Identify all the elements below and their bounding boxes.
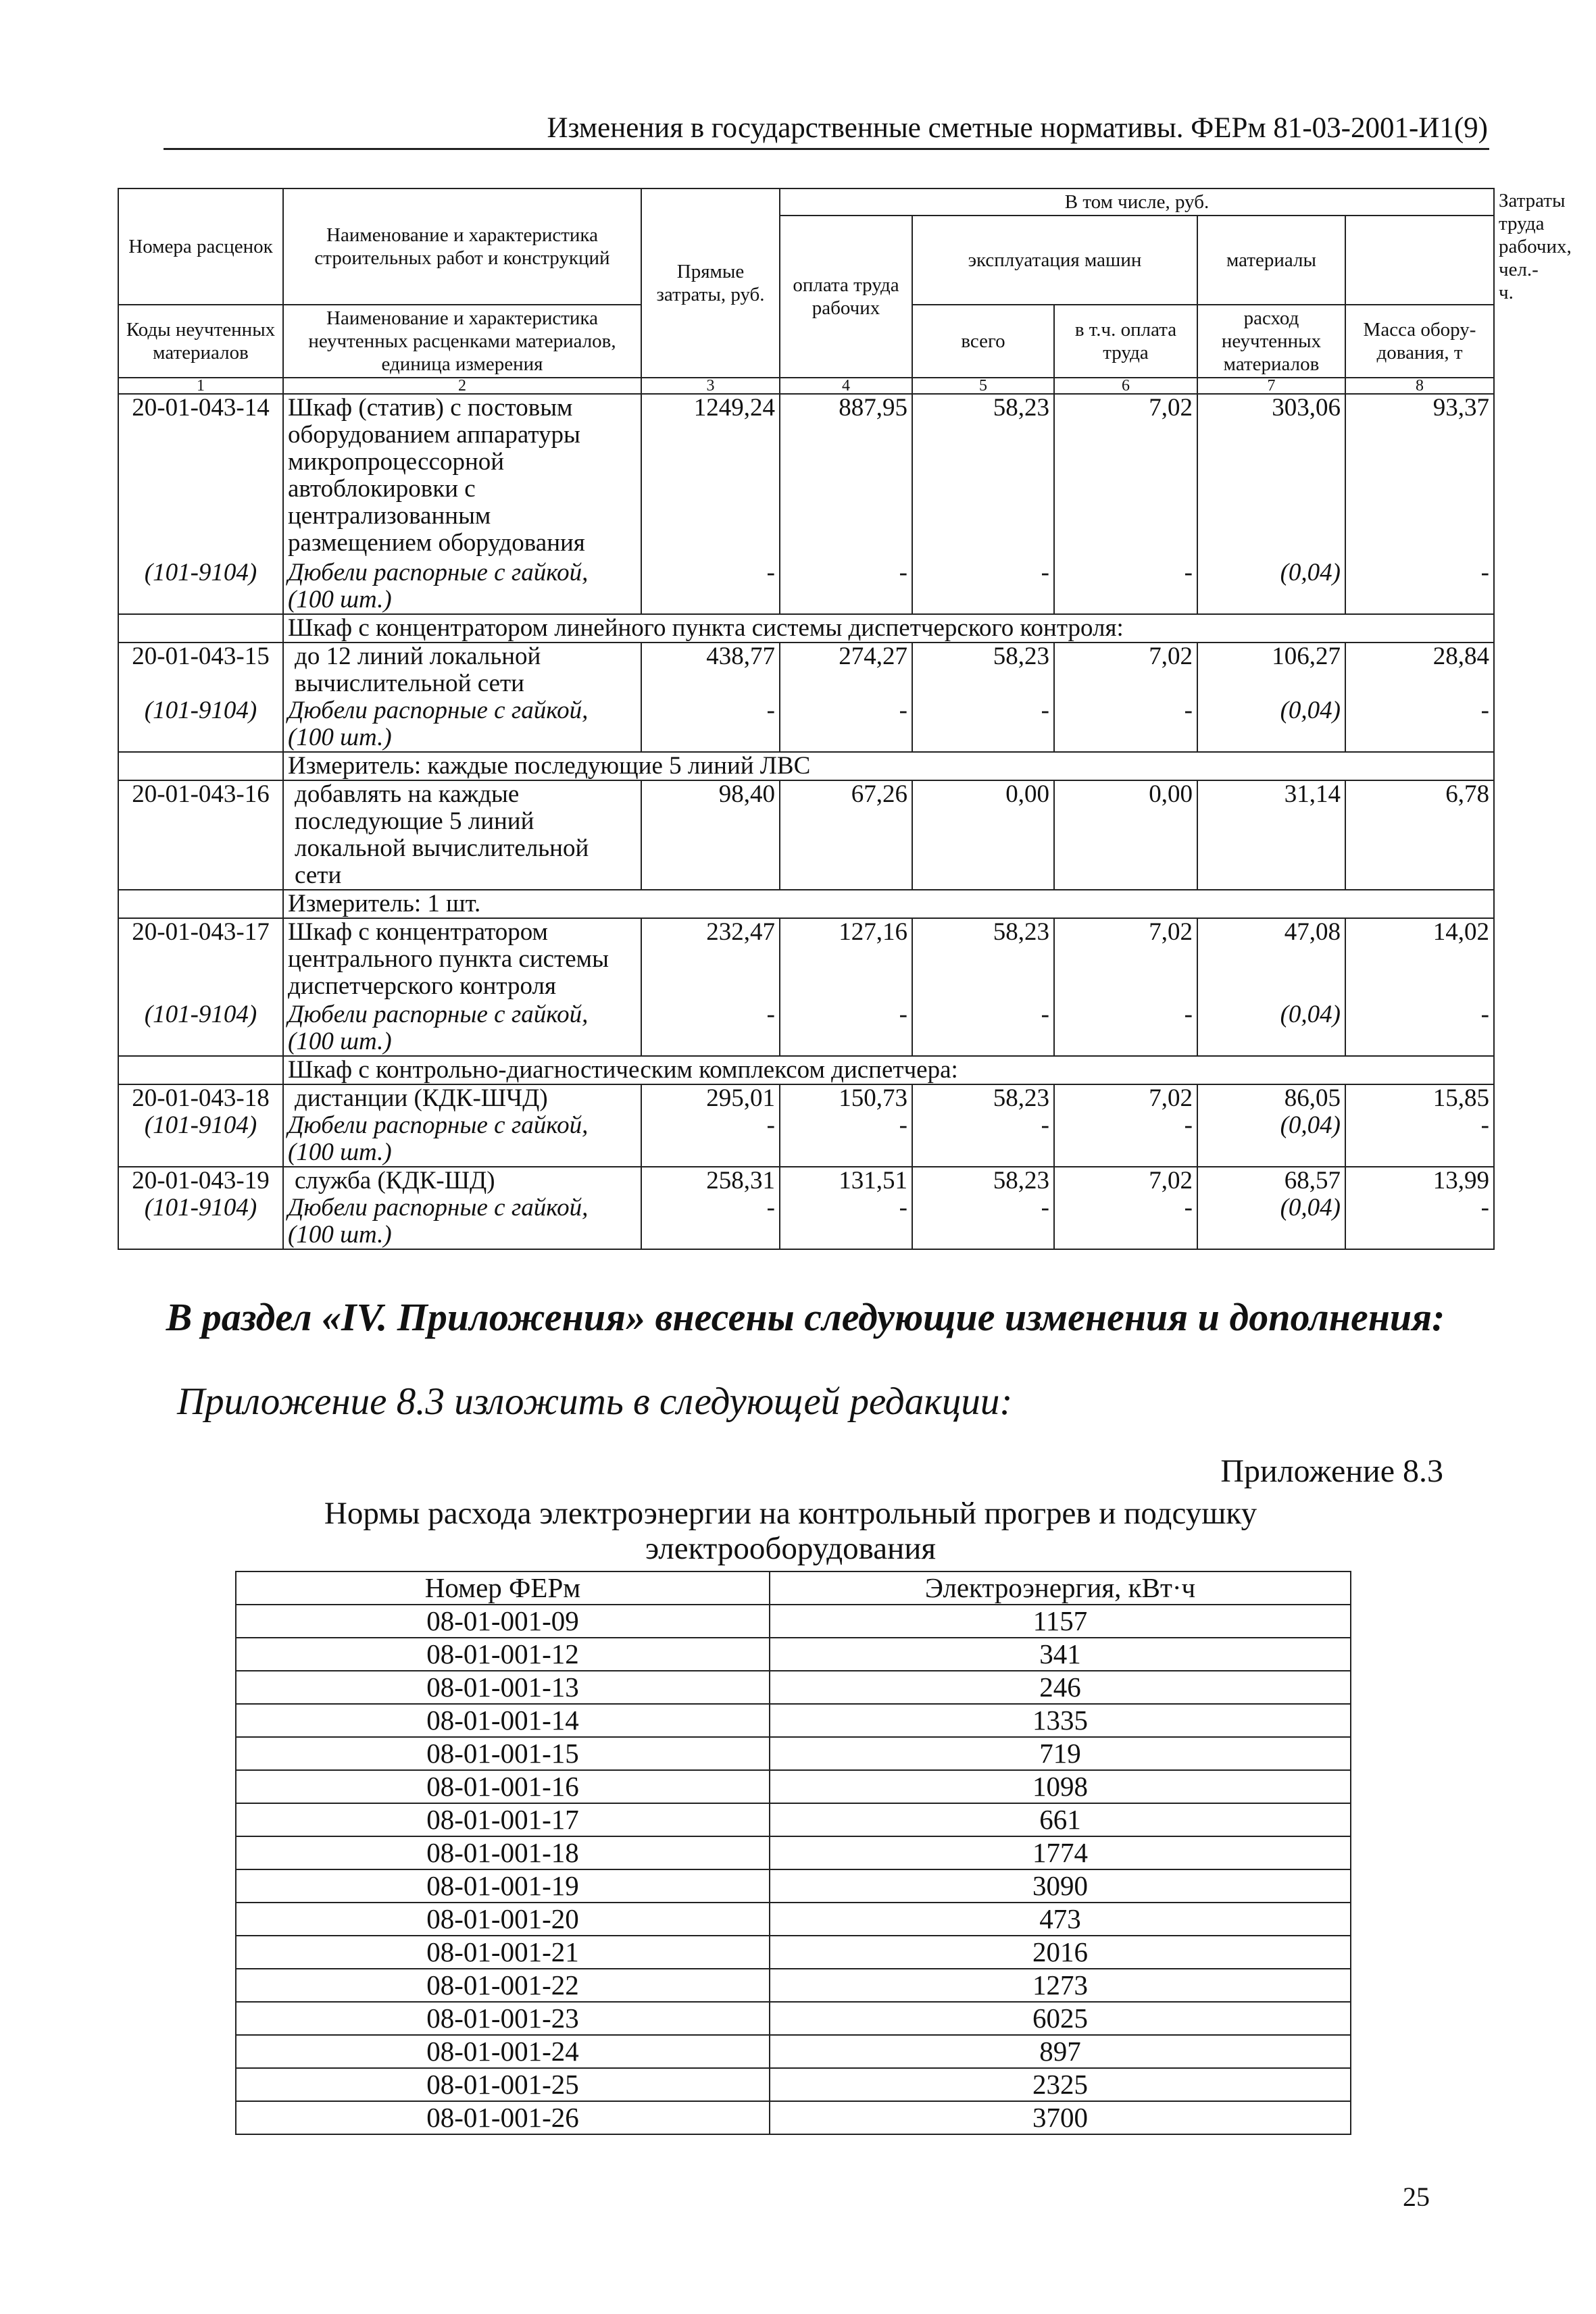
materials: (0,04)	[1197, 697, 1345, 752]
machines-labor: -	[1054, 1112, 1197, 1167]
materials: 106,27	[1197, 643, 1345, 697]
header-direct-costs: Прямые затраты, руб.	[641, 188, 780, 378]
header-equipment-mass: Масса обору-дования, т	[1345, 305, 1494, 378]
table-row	[118, 1084, 1494, 1112]
col-number: 4	[780, 378, 912, 394]
labor-pay: -	[780, 697, 912, 752]
electricity-value: 1335	[770, 1704, 1351, 1737]
direct-costs: -	[641, 697, 780, 752]
table-row	[118, 643, 1494, 697]
fer-number: 08-01-001-23	[236, 2002, 770, 2035]
materials: (0,04)	[1197, 559, 1345, 614]
header-machines-labor: в т.ч. оплата труда	[1054, 305, 1197, 378]
fer-number: 08-01-001-14	[236, 1704, 770, 1737]
labor-pay: 131,51	[780, 1167, 912, 1194]
machines-total: 0,00	[912, 780, 1054, 890]
table-row	[118, 394, 1494, 559]
group-row	[118, 752, 1494, 780]
machines-labor: 0,00	[1054, 780, 1197, 890]
machines-labor: 7,02	[1054, 1167, 1197, 1194]
electricity-value: 3700	[770, 2101, 1351, 2134]
col-number: 3	[641, 378, 780, 394]
fer-number: 08-01-001-12	[236, 1638, 770, 1671]
labor-pay: -	[780, 1001, 912, 1056]
table-row	[236, 1671, 1351, 1704]
fer-number: 08-01-001-18	[236, 1836, 770, 1869]
labor-pay: 274,27	[780, 643, 912, 697]
table-row	[118, 918, 1494, 1001]
machines-labor: -	[1054, 1001, 1197, 1056]
labor-pay: -	[780, 559, 912, 614]
fer-number: 08-01-001-21	[236, 1936, 770, 1969]
electricity-value: 6025	[770, 2002, 1351, 2035]
machines-total: -	[912, 1112, 1054, 1167]
section-title: В раздел «IV. Приложения» внесены следующие изменения и дополнения:	[166, 1295, 1445, 1339]
header-electricity: Электроэнергия, кВт·ч	[770, 1571, 1351, 1605]
table-row	[236, 1638, 1351, 1671]
electricity-value: 1774	[770, 1836, 1351, 1869]
materials: 68,57	[1197, 1167, 1345, 1194]
header-labor-pay: оплата труда рабочих	[780, 216, 912, 378]
header-material-codes: Коды неучтенных материалов	[118, 305, 283, 378]
electricity-value: 2016	[770, 1936, 1351, 1969]
material-name: Дюбели распорные с гайкой, (100 шт.)	[283, 697, 641, 752]
machines-total: -	[912, 559, 1054, 614]
direct-costs: -	[641, 1001, 780, 1056]
header-materials: материалы	[1197, 216, 1345, 305]
labor-hours: 28,84	[1345, 643, 1494, 697]
work-name: дистанции (КДК-ШЧД)	[283, 1084, 641, 1112]
machines-labor: 7,02	[1054, 1084, 1197, 1112]
table-row	[236, 2035, 1351, 2068]
labor-pay: 887,95	[780, 394, 912, 559]
labor-hours: 13,99	[1345, 1167, 1494, 1194]
machines-labor: 7,02	[1054, 394, 1197, 559]
section-subtitle: Приложение 8.3 изложить в следующей редакции:	[177, 1380, 1013, 1423]
fer-number: 08-01-001-09	[236, 1605, 770, 1638]
material-code: (101-9104)	[118, 1194, 283, 1249]
labor-hours: -	[1345, 1194, 1494, 1249]
electricity-value: 246	[770, 1671, 1351, 1704]
electricity-value: 341	[770, 1638, 1351, 1671]
work-name: Шкаф (статив) с постовым оборудованием аппаратуры микропроцессорной автоблокировки с централизованным размещением оборудования	[283, 394, 641, 559]
machines-labor: -	[1054, 559, 1197, 614]
col-number: 2	[283, 378, 641, 394]
rate-code: 20-01-043-15	[118, 643, 283, 697]
machines-total: -	[912, 1194, 1054, 1249]
machines-labor: -	[1054, 1194, 1197, 1249]
electricity-value: 1098	[770, 1770, 1351, 1803]
electricity-value: 473	[770, 1903, 1351, 1936]
page-header: Изменения в государственные сметные нормативы. ФЕРм 81-03-2001-И1(9)	[164, 111, 1489, 150]
fer-number: 08-01-001-19	[236, 1869, 770, 1903]
rate-code: 20-01-043-14	[118, 394, 283, 559]
group-row	[118, 890, 1494, 918]
material-code: (101-9104)	[118, 559, 283, 614]
direct-costs: 258,31	[641, 1167, 780, 1194]
table-row	[236, 1605, 1351, 1638]
direct-costs: -	[641, 1112, 780, 1167]
header-unaccounted-materials: расход неучтенных материалов	[1197, 305, 1345, 378]
fer-number: 08-01-001-26	[236, 2101, 770, 2134]
direct-costs: -	[641, 559, 780, 614]
machines-total: 58,23	[912, 1167, 1054, 1194]
fer-number: 08-01-001-20	[236, 1903, 770, 1936]
fer-number: 08-01-001-25	[236, 2068, 770, 2101]
table-row	[236, 1836, 1351, 1869]
table-row	[236, 1969, 1351, 2002]
materials: (0,04)	[1197, 1194, 1345, 1249]
header-rate-numbers: Номера расценок	[118, 188, 283, 305]
appendix-title-line1: Нормы расхода электроэнергии на контрольный прогрев и подсушку	[324, 1496, 1257, 1531]
table-row	[236, 1770, 1351, 1803]
fer-number: 08-01-001-22	[236, 1969, 770, 2002]
table-row	[236, 1869, 1351, 1903]
material-name: Дюбели распорные с гайкой, (100 шт.)	[283, 559, 641, 614]
group-title: Измеритель: каждые последующие 5 линий ЛВС	[283, 752, 1494, 780]
header-machines-total: всего	[912, 305, 1054, 378]
header-work-name: Наименование и характеристика строительных работ и конструкций	[283, 188, 641, 305]
table-row	[236, 2002, 1351, 2035]
direct-costs: 438,77	[641, 643, 780, 697]
col-number: 1	[118, 378, 283, 394]
page-number: 25	[1403, 2182, 1430, 2212]
electricity-table	[235, 1571, 1351, 2135]
col-number: 5	[912, 378, 1054, 394]
appendix-label: Приложение 8.3	[1220, 1453, 1443, 1489]
machines-total: 58,23	[912, 394, 1054, 559]
materials: (0,04)	[1197, 1112, 1345, 1167]
table-row	[236, 2068, 1351, 2101]
machines-total: 58,23	[912, 918, 1054, 1001]
machines-labor: 7,02	[1054, 918, 1197, 1001]
group-title: Шкаф с контрольно-диагностическим комплексом диспетчера:	[283, 1056, 1494, 1084]
direct-costs: 1249,24	[641, 394, 780, 559]
labor-hours: 14,02	[1345, 918, 1494, 1001]
table-row	[236, 2101, 1351, 2134]
labor-hours: -	[1345, 559, 1494, 614]
machines-total: 58,23	[912, 643, 1054, 697]
machines-total: 58,23	[912, 1084, 1054, 1112]
group-row	[118, 614, 1494, 643]
work-name: добавлять на каждые последующие 5 линий локальной вычислительной сети	[283, 780, 641, 890]
labor-hours: -	[1345, 1001, 1494, 1056]
materials: 86,05	[1197, 1084, 1345, 1112]
header-fer-number: Номер ФЕРм	[236, 1571, 770, 1605]
labor-hours: -	[1345, 697, 1494, 752]
work-name: Шкаф с концентратором центрального пункта системы диспетчерского контроля	[283, 918, 641, 1001]
group-row	[118, 1056, 1494, 1084]
material-code: (101-9104)	[118, 1001, 283, 1056]
labor-hours: 6,78	[1345, 780, 1494, 890]
material-name: Дюбели распорные с гайкой, (100 шт.)	[283, 1001, 641, 1056]
group-title: Измеритель: 1 шт.	[283, 890, 1494, 918]
header-machines: эксплуатация машин	[912, 216, 1197, 305]
norms-table: Номера расценок Наименование и характеристика строительных работ и конструкций Прямые затраты, руб. В том числе, руб. Затраты труда рабочих, чел.-ч. оплата труда рабочих эксплуатация машин материалы Коды неучтенных материалов Наименование и характеристика неучтенных расценками материалов, единица измерения всего в т.ч. оплата труда расход неучтенных материалов Масса обору-дования, т 1 2 3 4 5 6 7 8 20-01-043-14 Шкаф (статив) с постовым оборудованием аппаратуры микропроцессорной автоблокировки с централизованным размещением оборудования 1249,24 887,95 58,23 7,02 303,06 93,37 (101-9104) Дюбели распорные с гайкой, (100 шт.) - - - - (0,04) - Шкаф с концентратором линейного пункта системы диспетчерского контроля: 20-01-043-15 до 12 линий локальной вычислительной сети 438,77 274,27 58,23 7,02 106,27 28,84 (101-9104) Дюбели распорные с гайкой, (100 шт.) - - - - (0,04) - Измеритель: каждые последующие 5 линий ЛВС 20-01-043-16 добавлять на каждые последующие 5 линий локальной вычислительной сети 98,40 67,26 0,00 0,00 31,14 6,78 Измеритель: 1 шт. 20-01-043-17 Шкаф с концентратором центрального пункта системы диспетчерского контроля 232,47 127,16 58,23 7,02 47,08 14,02 (101-9104) Дюбели распорные с гайкой, (100 шт.) - - - - (0,04) - Шкаф с контрольно-диагностическим комплексом диспетчера: 20-01-043-18 дистанции (КДК-ШЧД) 295,01 150,73 58,23 7,02 86,05 15,85 (101-9104) Дюбели распорные с гайкой, (100 шт.) - - - - (0,04) - 20-01-043-19 служба (КДК-ШД) 258,31 131,51 58,23 7,02 68,57 13,99 (101-9104) Дюбели распорные с гайкой, (100 шт.) - - - - (0,04) -	[118, 188, 1495, 1250]
table-row	[118, 1001, 1494, 1056]
direct-costs: 98,40	[641, 780, 780, 890]
direct-costs: 232,47	[641, 918, 780, 1001]
material-name: Дюбели распорные с гайкой, (100 шт.)	[283, 1194, 641, 1249]
direct-costs: 295,01	[641, 1084, 780, 1112]
table-row	[236, 1737, 1351, 1770]
electricity-value: 2325	[770, 2068, 1351, 2101]
materials: 303,06	[1197, 394, 1345, 559]
rate-code: 20-01-043-17	[118, 918, 283, 1001]
fer-number: 08-01-001-15	[236, 1737, 770, 1770]
labor-pay: -	[780, 1194, 912, 1249]
table-row	[118, 559, 1494, 614]
table-row	[118, 1167, 1494, 1194]
machines-labor: -	[1054, 697, 1197, 752]
table-row	[118, 1194, 1494, 1249]
table-row	[236, 1704, 1351, 1737]
labor-pay: 67,26	[780, 780, 912, 890]
work-name: служба (КДК-ШД)	[283, 1167, 641, 1194]
rate-code: 20-01-043-19	[118, 1167, 283, 1194]
labor-pay: 150,73	[780, 1084, 912, 1112]
rate-code: 20-01-043-16	[118, 780, 283, 890]
direct-costs: -	[641, 1194, 780, 1249]
material-code: (101-9104)	[118, 1112, 283, 1167]
group-title: Шкаф с концентратором линейного пункта системы диспетчерского контроля:	[283, 614, 1494, 643]
header-including: В том числе, руб.	[780, 188, 1494, 216]
col-number: 6	[1054, 378, 1197, 394]
labor-hours: -	[1345, 1112, 1494, 1167]
appendix-title-line2: электрооборудования	[645, 1531, 937, 1566]
electricity-value: 1157	[770, 1605, 1351, 1638]
table-row	[236, 1803, 1351, 1836]
machines-total: -	[912, 697, 1054, 752]
material-code: (101-9104)	[118, 697, 283, 752]
materials: 47,08	[1197, 918, 1345, 1001]
electricity-value: 1273	[770, 1969, 1351, 2002]
material-name: Дюбели распорные с гайкой, (100 шт.)	[283, 1112, 641, 1167]
table-row	[118, 1112, 1494, 1167]
labor-pay: 127,16	[780, 918, 912, 1001]
labor-pay: -	[780, 1112, 912, 1167]
labor-hours: 15,85	[1345, 1084, 1494, 1112]
materials: (0,04)	[1197, 1001, 1345, 1056]
fer-number: 08-01-001-17	[236, 1803, 770, 1836]
table-row	[236, 1903, 1351, 1936]
electricity-value: 897	[770, 2035, 1351, 2068]
fer-number: 08-01-001-16	[236, 1770, 770, 1803]
table-row	[118, 780, 1494, 890]
header-material-names: Наименование и характеристика неучтенных расценками материалов, единица измерения	[283, 305, 641, 378]
fer-number: 08-01-001-13	[236, 1671, 770, 1704]
electricity-value: 3090	[770, 1869, 1351, 1903]
table-row	[118, 697, 1494, 752]
col-number: 8	[1345, 378, 1494, 394]
electricity-value: 719	[770, 1737, 1351, 1770]
col-number: 7	[1197, 378, 1345, 394]
rate-code: 20-01-043-18	[118, 1084, 283, 1112]
work-name: до 12 линий локальной вычислительной сети	[283, 643, 641, 697]
fer-number: 08-01-001-24	[236, 2035, 770, 2068]
electricity-value: 661	[770, 1803, 1351, 1836]
materials: 31,14	[1197, 780, 1345, 890]
machines-labor: 7,02	[1054, 643, 1197, 697]
table-row	[236, 1936, 1351, 1969]
labor-hours: 93,37	[1345, 394, 1494, 559]
machines-total: -	[912, 1001, 1054, 1056]
